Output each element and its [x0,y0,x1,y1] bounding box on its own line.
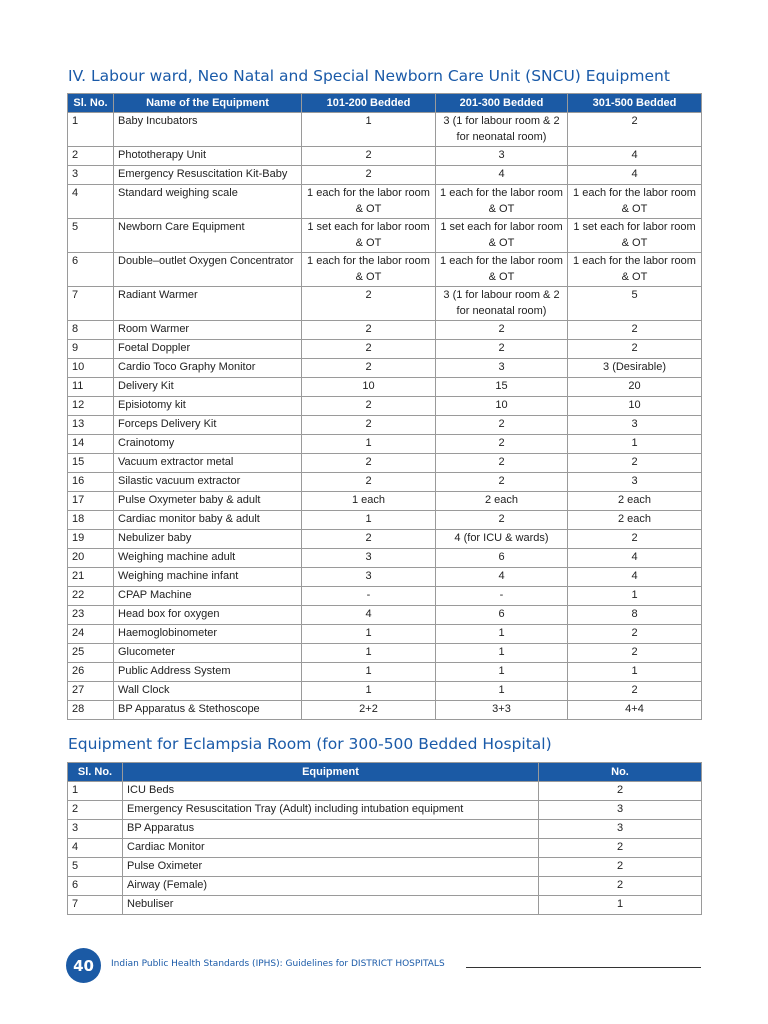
cell-equipment: Airway (Female) [123,877,539,896]
cell-sl-no: 21 [68,568,114,587]
table-header-row [68,763,702,782]
table-row [68,801,702,820]
cell-equipment: Pulse Oximeter [123,858,539,877]
cell-301-500: 3 [568,473,702,492]
cell-101-200: 2 [302,287,436,321]
cell-301-500: 1 each for the labor room & OT [568,253,702,287]
cell-equipment-name: Emergency Resuscitation Kit-Baby [114,166,302,185]
cell-301-500: 4+4 [568,701,702,720]
cell-sl-no: 7 [68,287,114,321]
table-row [68,839,702,858]
cell-101-200: 2 [302,454,436,473]
cell-201-300: 2 [436,435,568,454]
table-row [68,454,702,473]
cell-sl-no: 5 [68,219,114,253]
table-row [68,340,702,359]
table-row [68,185,702,219]
cell-equipment-name: Episiotomy kit [114,397,302,416]
cell-equipment-name: Standard weighing scale [114,185,302,219]
col-header-101-200: 101-200 Bedded [302,94,436,113]
cell-equipment: Cardiac Monitor [123,839,539,858]
cell-count: 1 [539,896,702,915]
table-row [68,606,702,625]
col-header-count: No. [539,763,702,782]
cell-301-500: 1 [568,587,702,606]
cell-equipment-name: Pulse Oxymeter baby & adult [114,492,302,511]
cell-sl-no: 16 [68,473,114,492]
cell-equipment: Nebuliser [123,896,539,915]
cell-101-200: - [302,587,436,606]
col-header-equipment-name: Name of the Equipment [114,94,302,113]
cell-201-300: 2 each [436,492,568,511]
cell-equipment-name: Silastic vacuum extractor [114,473,302,492]
cell-sl-no: 8 [68,321,114,340]
cell-sl-no: 3 [68,166,114,185]
cell-101-200: 1 [302,511,436,530]
col-header-301-500: 301-500 Bedded [568,94,702,113]
cell-201-300: 1 [436,663,568,682]
cell-201-300: 2 [436,473,568,492]
cell-sl-no: 26 [68,663,114,682]
cell-sl-no: 3 [68,820,123,839]
cell-101-200: 1 each for the labor room & OT [302,185,436,219]
table-row [68,511,702,530]
table-row [68,147,702,166]
page-number-badge: 40 [66,948,101,983]
cell-301-500: 5 [568,287,702,321]
table-row [68,568,702,587]
table-row [68,625,702,644]
cell-sl-no: 11 [68,378,114,397]
table-row [68,782,702,801]
cell-count: 3 [539,820,702,839]
cell-201-300: 15 [436,378,568,397]
cell-101-200: 1 each for the labor room & OT [302,253,436,287]
cell-101-200: 1 [302,682,436,701]
cell-301-500: 1 set each for labor room & OT [568,219,702,253]
table-row [68,701,702,720]
cell-201-300: 1 each for the labor room & OT [436,253,568,287]
cell-301-500: 10 [568,397,702,416]
col-header-sl-no: Sl. No. [68,94,114,113]
cell-101-200: 3 [302,549,436,568]
table-header-row [68,94,702,113]
cell-equipment-name: CPAP Machine [114,587,302,606]
cell-sl-no: 13 [68,416,114,435]
table-row [68,113,702,147]
cell-101-200: 1 each [302,492,436,511]
table-row [68,397,702,416]
cell-equipment-name: Head box for oxygen [114,606,302,625]
cell-count: 2 [539,858,702,877]
cell-101-200: 1 [302,663,436,682]
cell-sl-no: 19 [68,530,114,549]
cell-sl-no: 25 [68,644,114,663]
cell-equipment: Emergency Resuscitation Tray (Adult) including intubation equipment [123,801,539,820]
cell-sl-no: 17 [68,492,114,511]
cell-101-200: 1 [302,113,436,147]
footer-rule [466,967,701,968]
cell-sl-no: 4 [68,185,114,219]
cell-sl-no: 27 [68,682,114,701]
cell-201-300: 2 [436,416,568,435]
cell-equipment-name: Cardio Toco Graphy Monitor [114,359,302,378]
cell-count: 3 [539,801,702,820]
cell-equipment-name: Room Warmer [114,321,302,340]
cell-101-200: 1 set each for labor room & OT [302,219,436,253]
cell-equipment-name: Crainotomy [114,435,302,454]
cell-201-300: 2 [436,340,568,359]
cell-equipment: BP Apparatus [123,820,539,839]
cell-101-200: 1 [302,625,436,644]
cell-equipment-name: Vacuum extractor metal [114,454,302,473]
table-row [68,435,702,454]
cell-201-300: 3 [436,359,568,378]
cell-301-500: 4 [568,549,702,568]
cell-sl-no: 1 [68,782,123,801]
cell-equipment-name: Baby Incubators [114,113,302,147]
cell-count: 2 [539,839,702,858]
cell-301-500: 1 [568,663,702,682]
cell-101-200: 2 [302,473,436,492]
cell-equipment-name: Cardiac monitor baby & adult [114,511,302,530]
cell-equipment-name: Phototherapy Unit [114,147,302,166]
cell-sl-no: 9 [68,340,114,359]
table-row [68,378,702,397]
cell-101-200: 10 [302,378,436,397]
cell-301-500: 4 [568,166,702,185]
table-row [68,530,702,549]
footer-text: Indian Public Health Standards (IPHS): Guidelines for DISTRICT HOSPITALS [111,959,445,969]
cell-301-500: 2 each [568,511,702,530]
table1-title: IV. Labour ward, Neo Natal and Special Newborn Care Unit (SNCU) Equipment [68,67,670,85]
cell-equipment-name: BP Apparatus & Stethoscope [114,701,302,720]
cell-equipment-name: Double–outlet Oxygen Concentrator [114,253,302,287]
cell-equipment-name: Public Address System [114,663,302,682]
cell-sl-no: 18 [68,511,114,530]
cell-301-500: 2 each [568,492,702,511]
cell-sl-no: 4 [68,839,123,858]
cell-201-300: 4 [436,568,568,587]
cell-201-300: 2 [436,321,568,340]
cell-equipment-name: Glucometer [114,644,302,663]
table-row [68,287,702,321]
cell-count: 2 [539,782,702,801]
cell-201-300: 6 [436,606,568,625]
cell-sl-no: 14 [68,435,114,454]
cell-101-200: 2 [302,166,436,185]
cell-sl-no: 2 [68,147,114,166]
cell-sl-no: 2 [68,801,123,820]
cell-equipment-name: Radiant Warmer [114,287,302,321]
cell-201-300: 3 (1 for labour room & 2 for neonatal room) [436,287,568,321]
cell-sl-no: 10 [68,359,114,378]
cell-sl-no: 20 [68,549,114,568]
table2-title: Equipment for Eclampsia Room (for 300-500 Bedded Hospital) [68,735,552,753]
cell-sl-no: 7 [68,896,123,915]
cell-equipment-name: Forceps Delivery Kit [114,416,302,435]
cell-301-500: 3 (Desirable) [568,359,702,378]
cell-201-300: 6 [436,549,568,568]
cell-101-200: 2 [302,321,436,340]
table-row [68,858,702,877]
cell-201-300: 4 [436,166,568,185]
table-row [68,549,702,568]
cell-201-300: - [436,587,568,606]
cell-201-300: 4 (for ICU & wards) [436,530,568,549]
table-row [68,359,702,378]
cell-101-200: 1 [302,435,436,454]
cell-301-500: 4 [568,568,702,587]
cell-101-200: 3 [302,568,436,587]
cell-101-200: 2+2 [302,701,436,720]
cell-301-500: 8 [568,606,702,625]
cell-301-500: 2 [568,682,702,701]
table-row [68,877,702,896]
cell-201-300: 2 [436,511,568,530]
cell-101-200: 2 [302,530,436,549]
labour-ward-equipment-table [67,93,702,720]
col-header-sl-no: Sl. No. [68,763,123,782]
cell-301-500: 2 [568,340,702,359]
cell-equipment: ICU Beds [123,782,539,801]
cell-sl-no: 24 [68,625,114,644]
cell-301-500: 2 [568,454,702,473]
cell-101-200: 4 [302,606,436,625]
cell-301-500: 2 [568,530,702,549]
table-row [68,682,702,701]
cell-sl-no: 22 [68,587,114,606]
cell-201-300: 3 (1 for labour room & 2 for neonatal room) [436,113,568,147]
cell-sl-no: 6 [68,253,114,287]
cell-sl-no: 6 [68,877,123,896]
cell-equipment-name: Newborn Care Equipment [114,219,302,253]
cell-201-300: 1 [436,625,568,644]
cell-equipment-name: Weighing machine adult [114,549,302,568]
table-row [68,820,702,839]
table-row [68,473,702,492]
col-header-201-300: 201-300 Bedded [436,94,568,113]
cell-201-300: 1 [436,682,568,701]
cell-101-200: 2 [302,359,436,378]
cell-301-500: 4 [568,147,702,166]
cell-sl-no: 28 [68,701,114,720]
cell-equipment-name: Wall Clock [114,682,302,701]
table-row [68,166,702,185]
col-header-equipment: Equipment [123,763,539,782]
cell-101-200: 2 [302,147,436,166]
cell-201-300: 1 set each for labor room & OT [436,219,568,253]
cell-201-300: 10 [436,397,568,416]
cell-sl-no: 5 [68,858,123,877]
cell-equipment-name: Weighing machine infant [114,568,302,587]
cell-count: 2 [539,877,702,896]
cell-101-200: 1 [302,644,436,663]
cell-301-500: 3 [568,416,702,435]
cell-101-200: 2 [302,340,436,359]
cell-101-200: 2 [302,397,436,416]
cell-201-300: 3 [436,147,568,166]
table-row [68,663,702,682]
cell-301-500: 1 each for the labor room & OT [568,185,702,219]
eclampsia-room-equipment-table [67,762,702,915]
cell-sl-no: 1 [68,113,114,147]
table-row [68,644,702,663]
cell-201-300: 2 [436,454,568,473]
cell-101-200: 2 [302,416,436,435]
cell-301-500: 2 [568,113,702,147]
cell-201-300: 3+3 [436,701,568,720]
table-row [68,492,702,511]
cell-301-500: 2 [568,644,702,663]
cell-equipment-name: Nebulizer baby [114,530,302,549]
cell-301-500: 1 [568,435,702,454]
table-row [68,896,702,915]
cell-sl-no: 12 [68,397,114,416]
cell-sl-no: 15 [68,454,114,473]
cell-201-300: 1 each for the labor room & OT [436,185,568,219]
cell-301-500: 2 [568,321,702,340]
cell-201-300: 1 [436,644,568,663]
cell-sl-no: 23 [68,606,114,625]
table-row [68,253,702,287]
cell-301-500: 20 [568,378,702,397]
cell-equipment-name: Delivery Kit [114,378,302,397]
table-row [68,219,702,253]
table-row [68,321,702,340]
cell-equipment-name: Haemoglobinometer [114,625,302,644]
cell-equipment-name: Foetal Doppler [114,340,302,359]
table-row [68,587,702,606]
cell-301-500: 2 [568,625,702,644]
table-row [68,416,702,435]
